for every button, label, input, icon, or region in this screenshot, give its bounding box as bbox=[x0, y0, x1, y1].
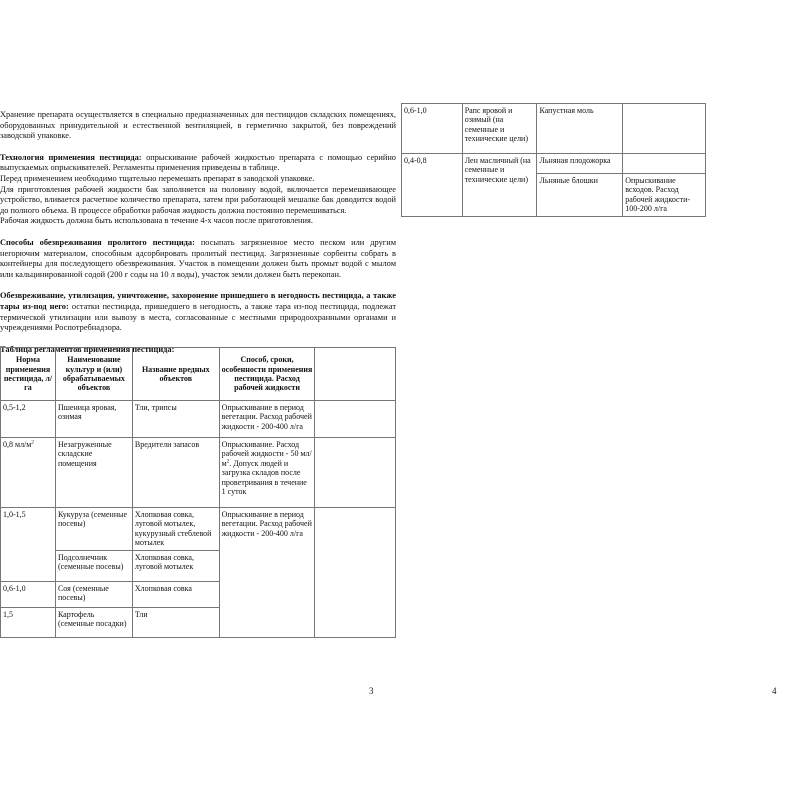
cell-pests: Хлопковая совка, луговой мотылек, кукурузный стеблевой мотылек bbox=[132, 508, 219, 551]
cell-empty bbox=[315, 508, 396, 638]
norm-exponent: 2 bbox=[31, 440, 34, 446]
tech-paragraph-3: Для приготовления рабочей жидкости бак заполняется на половину водой, включается перемешивающее устройство, вливается расчетное количество препарата, затем при работающей мешалке бак доводится водой до полного объема. В процессе обработки рабочая жидкость должна постоянно перемешиваться. bbox=[0, 184, 396, 215]
right-page bbox=[400, 0, 800, 800]
storage-paragraph: Хранение препарата осуществляется в специально предназначенных для пестицидов складских помещениях, оборудованных принудительной и естественной вентиляцией, в герметично закрытой, без повреждений заводской упаковке. bbox=[0, 110, 396, 141]
header-pests: Название вредных объектов bbox=[132, 348, 219, 401]
cell-method bbox=[219, 438, 315, 508]
spill-title: Способы обезвреживания пролитого пестицида: bbox=[0, 237, 195, 247]
tech-title: Технология применения пестицида: bbox=[0, 152, 142, 162]
cell-pests: Капустная моль bbox=[537, 104, 623, 154]
header-empty bbox=[315, 348, 396, 401]
disposal-text: остатки пестицида, пришедшего в негодность, а также тара из-под пестицида, подлежат термической утилизации или вывозу в места, согласованные с местными природоохранными органами и учреждениями Роспотребнадзора. bbox=[0, 301, 397, 333]
tech-paragraph-2: Перед применением необходимо тщательно перемешать препарат в заводской упаковке. bbox=[0, 173, 315, 183]
left-text-block bbox=[0, 110, 396, 355]
header-norm: Норма применения пестицида, л/га bbox=[1, 348, 56, 401]
cell-norm bbox=[1, 438, 56, 508]
cell-pests: Хлопковая совка bbox=[132, 581, 219, 607]
disposal-title: Обезвреживание, утилизация, уничтожение, захоронение пришедшего в негодность пестицида, а также тары из-под него: bbox=[0, 291, 396, 311]
header-culture: Наименование культур и (или) обрабатываемых объектов bbox=[55, 348, 132, 401]
cell-norm: 0,6-1,0 bbox=[1, 581, 56, 607]
table-title: Таблица регламентов применения пестицида: bbox=[0, 344, 175, 354]
cell-culture: Соя (семенные посевы) bbox=[55, 581, 132, 607]
table-row bbox=[1, 401, 396, 438]
cell-method bbox=[623, 154, 706, 174]
table-row bbox=[402, 154, 706, 174]
cell-norm: 0,4-0,8 bbox=[402, 154, 463, 217]
table-header-row bbox=[1, 348, 396, 401]
cell-pests: Тли bbox=[132, 607, 219, 637]
header-method: Способ, сроки, особенности применения пестицида. Расход рабочей жидкости bbox=[219, 348, 315, 401]
cell-norm: 0,5-1,2 bbox=[1, 401, 56, 438]
cell-pests: Тли, трипсы bbox=[132, 401, 219, 438]
regulations-table bbox=[0, 344, 396, 638]
cell-method bbox=[623, 104, 706, 154]
spill-text: посыпать загрязненное место песком или другим негорючим материалом, способным адсорбировать пролитый пестицид. Загрязненные сорбенты собрать в контейнеры для последующего обезвреживания. Участок в помещении должен быть промыт водой с мылом или кальцинированной содой (200 г соды на 10 л воды), участок земли должен быть перекопан. bbox=[0, 237, 396, 279]
cell-norm: 0,6-1,0 bbox=[402, 104, 463, 154]
cell-pests: Вредители запасов bbox=[132, 438, 219, 508]
disposal-paragraph bbox=[0, 291, 396, 333]
cell-empty bbox=[315, 401, 396, 438]
cell-pests: Льняная плодожорка bbox=[537, 154, 623, 174]
cell-method: Опрыскивание в период вегетации. Расход рабочей жидкости - 200-400 л/га bbox=[219, 508, 315, 638]
page-number: 4 bbox=[772, 686, 777, 696]
cell-method: Опрыскивание в период вегетации. Расход рабочей жидкости - 200-400 л/га bbox=[219, 401, 315, 438]
cell-culture: Картофель (семенные посадки) bbox=[55, 607, 132, 637]
tech-paragraph bbox=[0, 153, 396, 174]
cell-norm: 1,0-1,5 bbox=[1, 508, 56, 582]
cell-method: Опрыскивание всходов. Расход рабочей жидкости- 100-200 л/га bbox=[623, 174, 706, 217]
tech-text: опрыскивание рабочей жидкостью препарата с помощью серийно выпускаемых опрыскивателей. Регламенты применения приведены в таблице. bbox=[0, 152, 396, 173]
cell-culture: Рапс яровой и озимый (на семенные и технические цели) bbox=[462, 104, 537, 154]
cell-norm: 1,5 bbox=[1, 607, 56, 637]
method-part-1: Опрыскивание. Расход рабочей жидкости - 50 мл/м bbox=[221, 440, 312, 468]
cell-culture: Пшеница яровая, озимая bbox=[55, 401, 132, 438]
cell-culture: Кукуруза (семенные посевы) bbox=[55, 508, 132, 551]
cell-culture: Подсолнечник (семенные посевы) bbox=[55, 550, 132, 581]
spill-paragraph bbox=[0, 238, 396, 280]
cell-culture: Лен масличный (на семенные и технические цели) bbox=[462, 154, 537, 217]
cell-culture: Незагруженные складские помещения bbox=[55, 438, 132, 508]
method-part-2: . Допуск людей и загрузка складов после проветривания в течение 1 суток bbox=[221, 458, 307, 497]
method-exponent: 2 bbox=[226, 459, 230, 465]
table-row bbox=[1, 508, 396, 551]
regulations-table-continued bbox=[401, 103, 706, 217]
cell-pests: Льняные блошки bbox=[537, 174, 623, 217]
norm-value: 0,8 мл/м bbox=[3, 440, 32, 449]
cell-pests: Хлопковая совка, луговой мотылек bbox=[132, 550, 219, 581]
tech-paragraph-4: Рабочая жидкость должна быть использована в течение 4-х часов после приготовления. bbox=[0, 216, 313, 226]
table-row bbox=[402, 104, 706, 154]
page-number: 3 bbox=[369, 686, 374, 696]
cell-empty bbox=[315, 438, 396, 508]
table-row bbox=[1, 438, 396, 508]
